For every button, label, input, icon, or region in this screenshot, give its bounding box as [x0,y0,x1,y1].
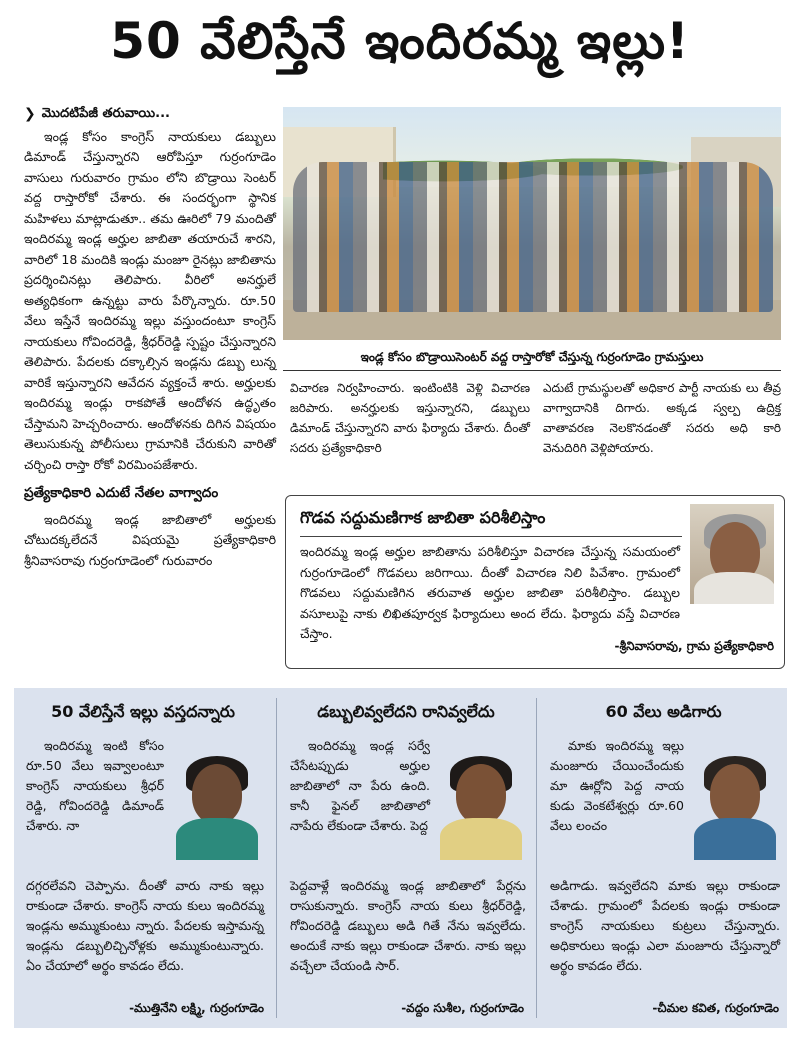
box-title: గొడవ సద్దుమణిగాక జాబితా పరిశీలిస్తాం [300,508,546,527]
kicker-text: మొదటిపేజీ తరువాయి... [41,106,170,121]
testimonial-text-top: మాకు ఇందిరమ్మ ఇల్లు మంజూరు చేయించేందుకు మా ఊర్లోని పెద్ద నాయ కుడు వెంకటేశ్వర్లు రూ.60 వేలు లంచం [550,738,684,833]
official-quote-box [285,495,785,669]
divider [300,536,682,537]
testimonial-2 [280,688,532,1028]
left-column [24,104,276,571]
photo-caption: ఇండ్ల కోసం బొడ్రాయిసెంటర్ వద్ద రాస్తారోకో చేస్తున్న గుర్రంగూడెం గ్రామస్తులు [283,344,781,371]
testimonial-signature: -ముత్తినేని లక్ష్మి, గుర్రంగూడెం [129,1001,264,1015]
testimonial-text-bottom: అడిగాడు. ఇవ్వలేదని మాకు ఇల్లు రాకుండా చేశాడు. గ్రామంలో పేదలకు ఇండ్లు రాకుండా కాంగ్రెస్ నాయకులు కుట్రలు చేస్తున్నారు. అధికారులు ఇండ్లు ఎలా మంజూరు చేస్తున్నారో అర్థం కావడం లేదు. [550,878,780,973]
article-subhead: ప్రత్యేకాధికారి ఎదుటే నేతల వాగ్వాదం [24,485,219,501]
testimonial-portrait [690,750,780,860]
middle-column-1: విచారణ నిర్వహించారు. ఇంటింటికి వెళ్లి విచారణ జరిపారు. అనర్హులకు ఇస్తున్నారని, డబ్బులు డిమాండ్ చేస్తున్నారని వారు ఫిర్యాదు చేశారు. దీంతో సదరు ప్రత్యేకాధికారి [290,381,530,455]
chevron-right-icon: ❯ [24,106,36,122]
testimonial-title: డబ్బులివ్వలేదని రానివ్వలేదు [317,702,495,721]
column-divider [276,698,277,1018]
testimonial-text-top: ఇందిరమ్మ ఇంటి కోసం రూ.50 వేలు ఇవ్వాలంటూ కాంగ్రెస్ నాయకులు శ్రీధర్ రెడ్డి, గోవిందరెడ్డి డిమాండ్ చేశారు. నా [26,738,164,833]
testimonial-portrait [436,750,526,860]
testimonial-title: 50 వేలిస్తేనే ఇల్లు వస్తదన్నారు [51,702,235,721]
box-signature: -శ్రీనివాసరావు, గ్రామ ప్రత్యేకాధికారి [614,639,774,653]
testimonial-text-top: ఇందిరమ్మ ఇండ్ల సర్వే చేసేటప్పుడు అర్హుల జాబితాలో నా పేరు ఉంది. కానీ ఫైనల్ జాబితాలో నాపేరు లేకుండా చేశారు. పెద్ద [290,738,430,833]
testimonial-text-bottom: పెద్దవాళ్లే ఇందిరమ్మ ఇండ్ల జాబితాలో పేర్లను రాసుకున్నారు. కాంగ్రెస్ నాయ కులు శ్రీధర్‌రెడ్డి, గోవిందరెడ్డి డబ్బులు అడి గితే నేను ఇవ్వలేదు. అందుకే నాకు ఇల్లు రాకుండా చేశారు. నాకు ఇల్లు వచ్చేలా చేయండి సార్. [290,878,526,973]
middle-column-2: ఎదుటే గ్రామస్థులతో అధికార పార్టీ నాయకు లు తీవ్ర వాగ్వాదానికి దిగారు. అక్కడ స్వల్ప ఉద్రిక్త వాతావరణ నెలకొనడంతో సదరు అధి కారి వెనుదిరిగి వెళ్లిపోయారు. [543,381,781,455]
headline: 50 వేలిస్తేనే ఇందిరమ్మ ఇల్లు! [110,12,690,70]
continued-kicker [24,104,276,125]
box-body: ఇందిరమ్మ ఇండ్ల అర్హుల జాబితాను పరిశీలిస్తూ విచారణ చేస్తున్న సమయంలో గుర్రంగూడెంలో గొడవలు జరిగాయి. దీంతో విచారణ నిలి పివేశాం. గ్రామంలో గొడవలు సద్దుమణిగిన తరువాత అర్హుల జాబితా పరిశీలిస్తాం. డబ్బుల వసూలుపై నాకు లిఖితపూర్వక ఫిర్యాదులు అంద లేదు. ఫిర్యాదు వస్తే విచారణ చేస్తాం. [300,544,680,641]
testimonial-portrait [172,750,262,860]
article-paragraph-1: ఇండ్ల కోసం కాంగ్రెస్ నాయకులు డబ్బులు డిమాండ్ చేస్తున్నారని ఆరోపిస్తూ గుర్రంగూడెం వాసులు గురువారం గ్రామం లోని బొడ్రాయి సెంటర్ వద్ద రాస్తారోకో చేశారు. ఈ సందర్భంగా స్థానిక మహిళలు మాట్లాడుతూ.. తమ ఊరిలో 79 మందితో ఇందిరమ్మ ఇండ్ల అర్హుల జాబితా తయారుచే శారని, వారిలో 18 మందికి ఇండ్లు మంజూ రైనట్లు జాబితాను ప్రదర్శించినట్లు తెలిపారు. వీరిలో అనర్హులే అత్యధికంగా ఉన్నట్టు వారు పేర్కొన్నారు. రూ.50 వేలు ఇస్తేనే ఇందిరమ్మ ఇల్లు వస్తుందంటూ కాంగ్రెస్ నాయకులు గోవిందరెడ్డి, శ్రీధర్‌రెడ్డి స్పష్టం చేస్తున్నారని తెలిపారు. పేదలకు దక్కాల్సిన ఇండ్లను డబ్బు లున్న వారికే ఇస్తున్నారని ఆవేదన వ్యక్తంచే శారు. అర్హులకు ఇందిరమ్మ ఇండ్లు రాకపోతే ఆందోళన ఉద్ధృతం చేస్తామని హెచ్చరించారు. ఆందోళనకు దిగిన విషయం తెలుసుకున్న పోలీసులు గ్రామానికి చేరుకుని వారితో చర్చించి రాస్తా రోకో విరమింపజేశారు. [24,128,276,472]
testimonial-1 [14,688,272,1028]
testimonial-signature: -చీమల కవిత, గుర్రంగూడెం [652,1001,779,1015]
official-portrait [690,504,774,604]
protest-photo [283,107,781,340]
testimonial-text-bottom: దగ్గరలేవని చెప్పాను. దీంతో వారు నాకు ఇల్లు రాకుండా చేశారు. కాంగ్రెస్ నాయ కులు ఇందిరమ్మ ఇండ్లను అమ్ముకుంటు న్నారు. పేదలకు ఇస్తామన్న ఇండ్లను డబ్బులిచ్చినోళ్లకు అమ్ముకుంటున్నారు. ఏం చేయాలో అర్థం కావడం లేదు. [26,878,264,973]
testimonial-3 [540,688,787,1028]
testimonial-title: 60 వేలు అడిగారు [605,702,722,721]
testimonial-signature: -వద్దం సుశీల, గుర్రంగూడెం [401,1001,524,1015]
article-paragraph-2: ఇందిరమ్మ ఇండ్ల జాబితాలో అర్హులకు చోటుదక్కలేదనే విషయమై ప్రత్యేకాధికారి శ్రీనివాసరావు గుర్రంగూడెంలో గురువారం [24,511,276,568]
column-divider [536,698,537,1018]
testimonials-panel [14,688,787,1028]
